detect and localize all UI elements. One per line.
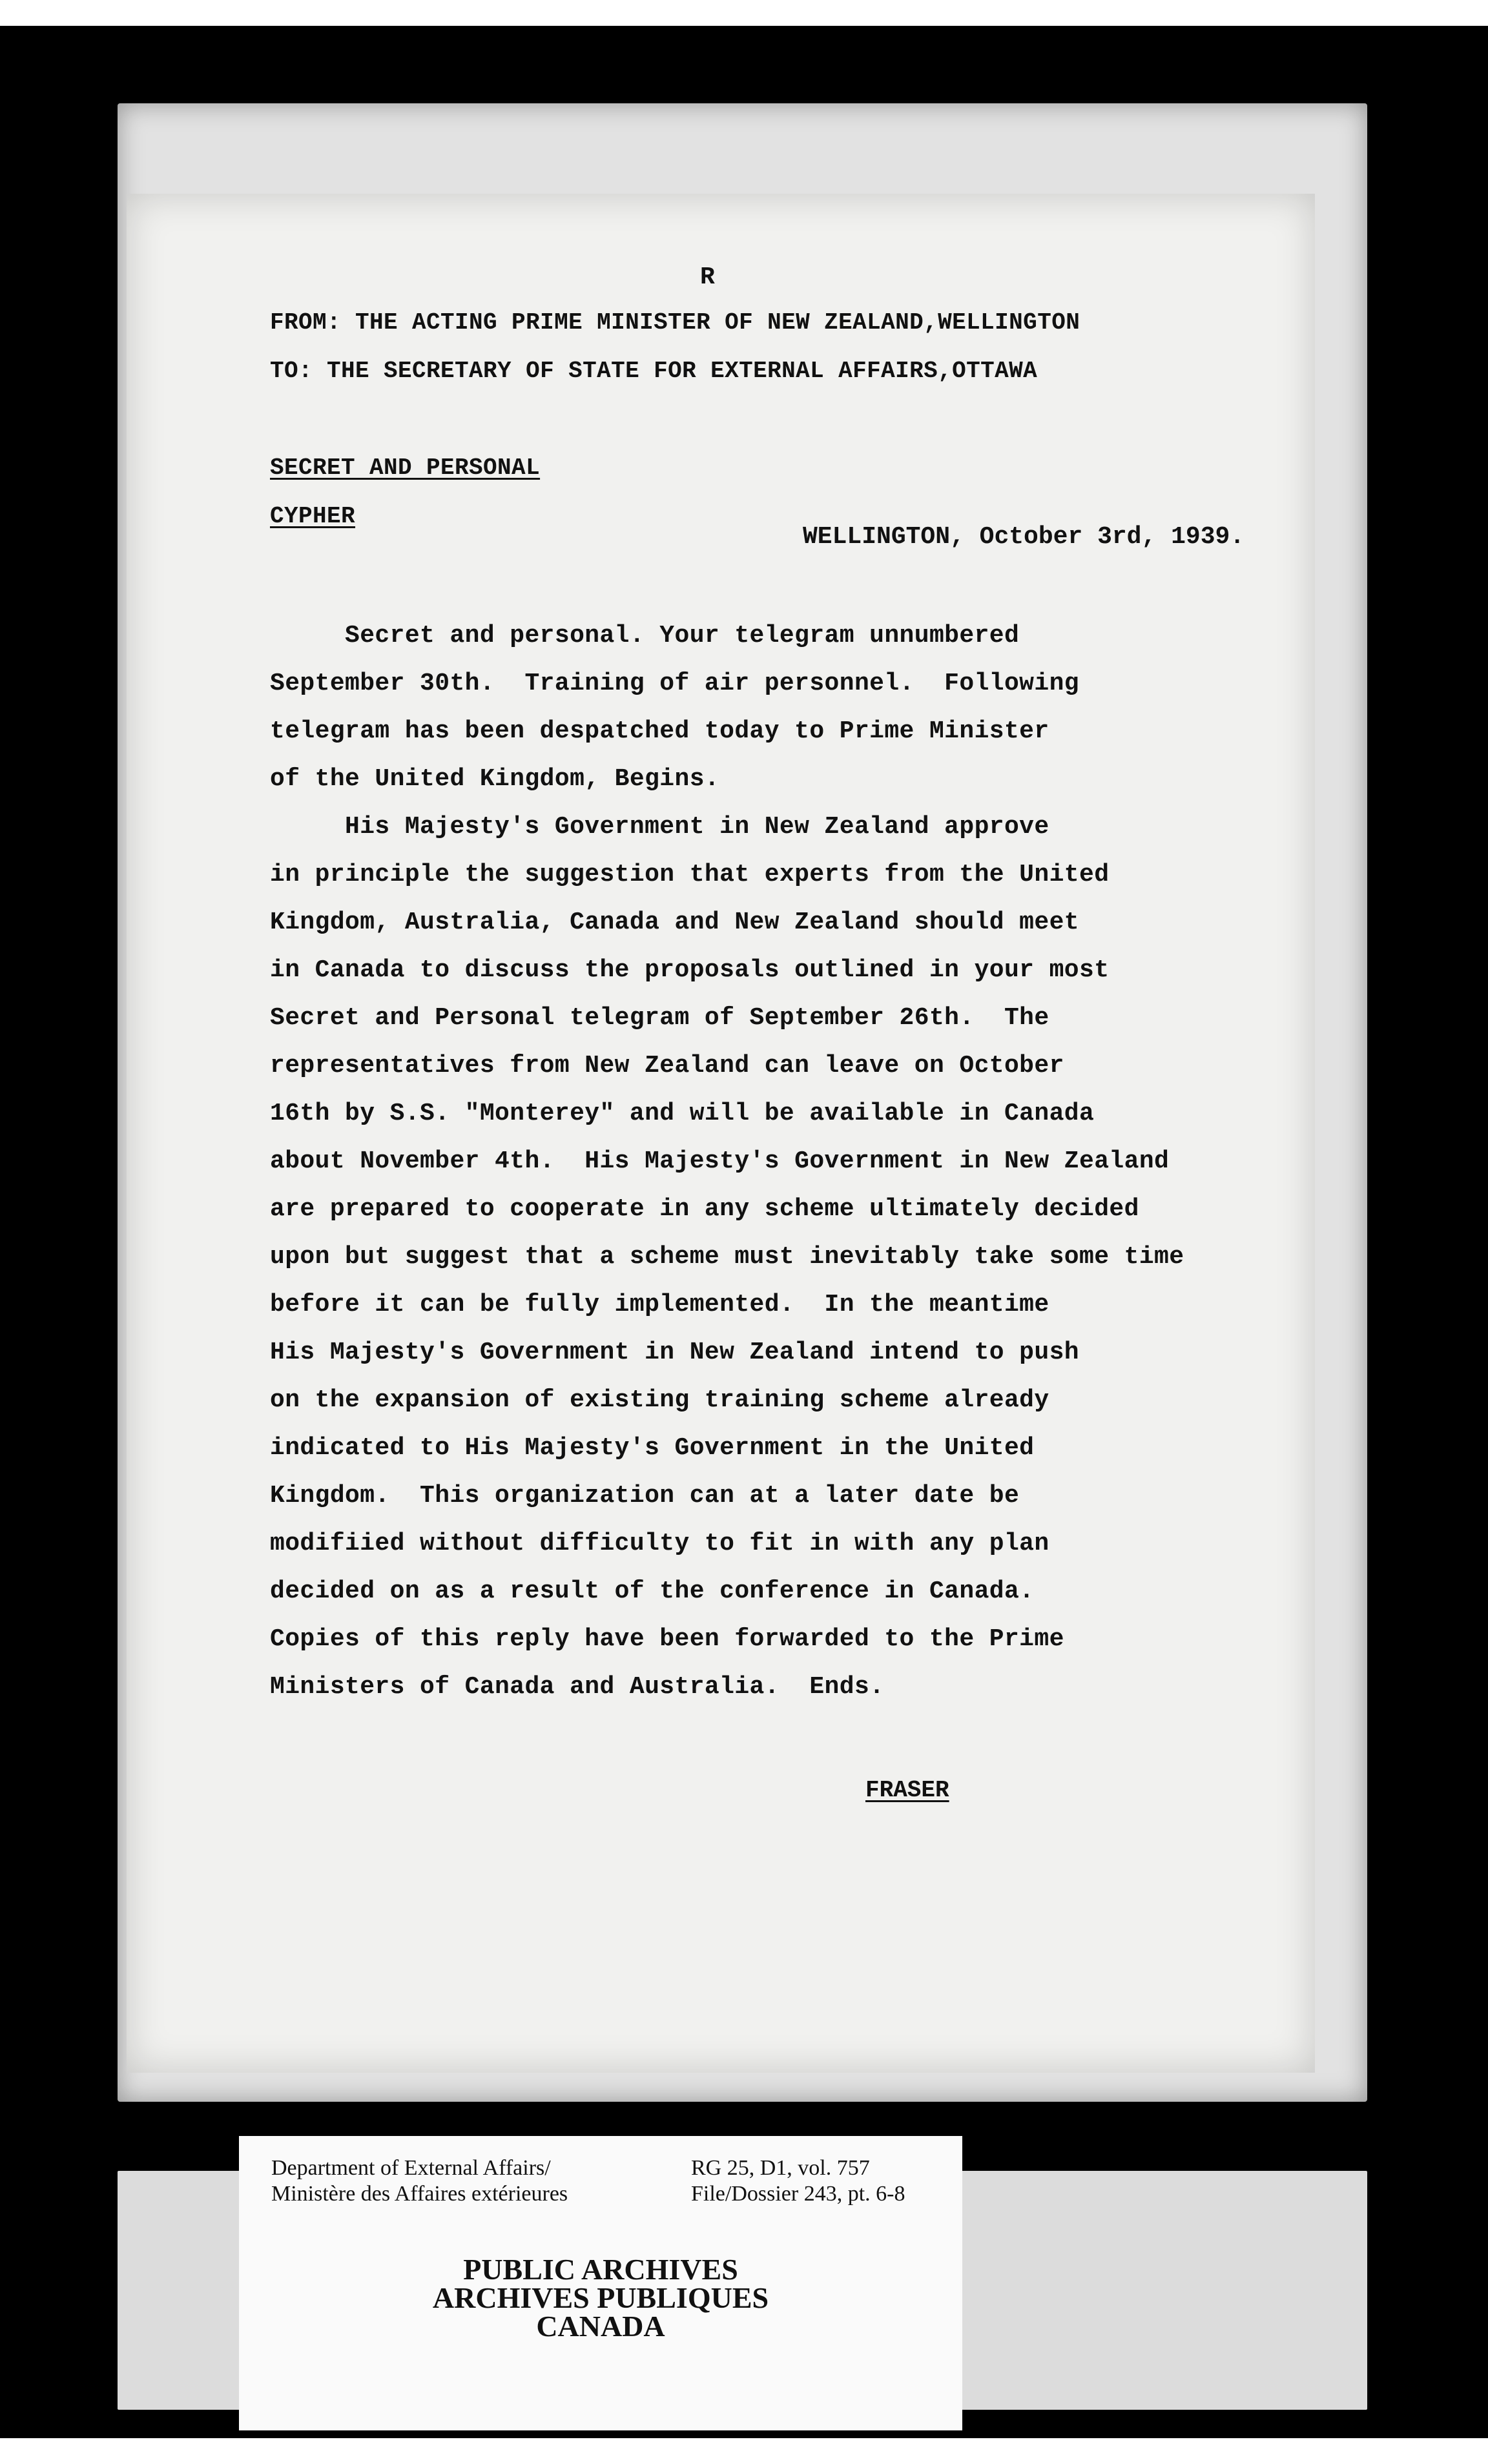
body-line: 16th by S.S. "Monterey" and will be available in Canada (270, 1100, 1095, 1127)
body-line: in principle the suggestion that experts from the United (270, 861, 1110, 888)
stamp-line-fr: ARCHIVES PUBLIQUES (432, 2281, 769, 2314)
record-group-reference: RG 25, D1, vol. 757 (691, 2156, 870, 2180)
body-line: Secret and personal. Your telegram unnumbered (270, 622, 1020, 650)
department-fr: Ministère des Affaires extérieures (271, 2182, 568, 2206)
body-line: of the United Kingdom, Begins. (270, 765, 720, 793)
date-line: WELLINGTON, October 3rd, 1939. (803, 523, 1245, 551)
body-line: Kingdom. This organization can at a later date be (270, 1482, 1020, 1510)
body-line: Kingdom, Australia, Canada and New Zealand should meet (270, 909, 1079, 936)
transmission-method: CYPHER (270, 503, 356, 529)
reference-block (691, 2155, 905, 2207)
body-line: before it can be fully implemented. In the meantime (270, 1291, 1049, 1319)
stamp-line-en: PUBLIC ARCHIVES (463, 2253, 738, 2286)
department-en: Department of External Affairs/ (271, 2156, 551, 2180)
archive-stamp (239, 2255, 962, 2341)
body-line: telegram has been despatched today to Prime Minister (270, 717, 1049, 745)
file-reference: File/Dossier 243, pt. 6-8 (691, 2182, 905, 2206)
archive-card-bottom (239, 2394, 962, 2430)
body-line: in Canada to discuss the proposals outlined in your most (270, 956, 1110, 984)
archive-reference-label (239, 2136, 962, 2239)
classification: SECRET AND PERSONAL (270, 455, 541, 481)
body-line: upon but suggest that a scheme must inevitably take some time (270, 1243, 1184, 1271)
body-line: His Majesty's Government in New Zealand approve (270, 813, 1049, 841)
signature: FRASER (865, 1777, 949, 1803)
body-line: Secret and Personal telegram of September 26th. The (270, 1004, 1049, 1032)
body-line: indicated to His Majesty's Government in the United (270, 1434, 1035, 1462)
top-margin (0, 0, 1488, 26)
body-line: modifiied without difficulty to fit in with any plan (270, 1530, 1049, 1557)
body-line: His Majesty's Government in New Zealand intend to push (270, 1339, 1079, 1366)
department-block (271, 2155, 568, 2207)
body-line: are prepared to cooperate in any scheme ultimately decided (270, 1195, 1139, 1223)
document-mark: R (700, 263, 715, 291)
to-line: TO: THE SECRETARY OF STATE FOR EXTERNAL AFFAIRS,OTTAWA (270, 358, 1038, 384)
body-line: Copies of this reply have been forwarded to the Prime (270, 1625, 1064, 1653)
body-line: decided on as a result of the conference in Canada. (270, 1577, 1035, 1605)
body-line: September 30th. Training of air personnel. Following (270, 670, 1079, 697)
archive-stamp-card (239, 2239, 962, 2394)
bottom-margin (0, 2438, 1488, 2464)
stamp-line-country: CANADA (536, 2310, 665, 2343)
body-line: about November 4th. His Majesty's Government in New Zealand (270, 1147, 1170, 1175)
from-line: FROM: THE ACTING PRIME MINISTER OF NEW ZEALAND,WELLINGTON (270, 309, 1080, 336)
body-line: on the expansion of existing training scheme already (270, 1386, 1049, 1414)
body-line: representatives from New Zealand can leave on October (270, 1052, 1064, 1080)
body-line: Ministers of Canada and Australia. Ends. (270, 1673, 885, 1701)
